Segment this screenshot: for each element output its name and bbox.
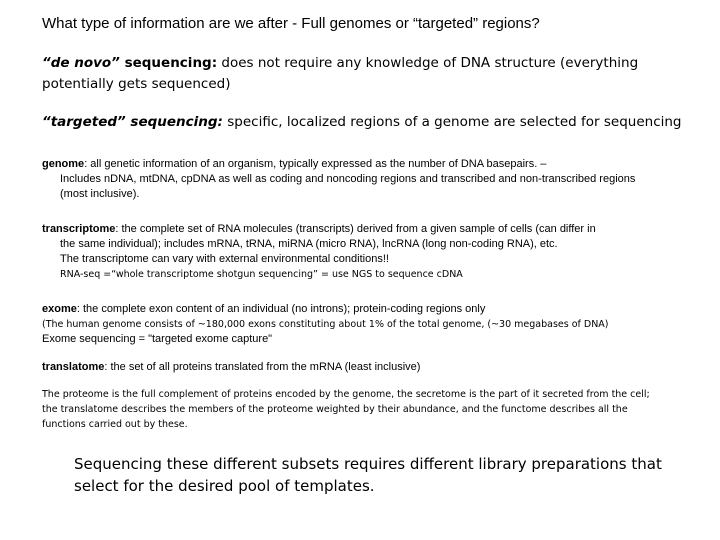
slide-title: What type of information are we after - Full genomes or “targeted” regions?: [42, 15, 540, 32]
de-novo-term: “de novo”: [42, 55, 120, 71]
transcriptome-line-2: the same individual); includes mRNA, tRNA, miRNA (micro RNA), lncRNA (long non-coding RNA), etc.: [60, 238, 558, 250]
genome-definition: [42, 157, 662, 202]
targeted-paragraph: [42, 112, 682, 133]
translatome-line-1: : the set of all proteins translated from the mRNA (least inclusive): [104, 361, 421, 373]
rna-seq-note: RNA-seq =“whole transcriptome shotgun sequencing” = use NGS to sequence cDNA: [60, 269, 463, 280]
exome-note: (The human genome consists of ~180,000 exons constituting about 1% of the total genome, (~30 megabases of DNA): [42, 319, 609, 330]
transcriptome-term: transcriptome: [42, 223, 116, 235]
de-novo-text: does not require any knowledge of DNA structure (everything potentially gets sequenced): [42, 55, 639, 92]
transcriptome-definition: [42, 222, 662, 282]
targeted-term: “targeted” sequencing:: [42, 114, 223, 130]
exome-line-2: Exome sequencing = "targeted exome capture": [42, 333, 273, 345]
de-novo-term-suffix: sequencing:: [119, 55, 218, 71]
targeted-text: specific, localized regions of a genome are selected for sequencing: [222, 114, 682, 130]
exome-term: exome: [42, 303, 77, 315]
proteome-note: The proteome is the full complement of proteins encoded by the genome, the secretome is the part of it secreted from the cell; the translatome describes the members of the proteome weighted by their abundance, and the functome describes all the functions carried out by these.: [42, 389, 650, 430]
genome-term: genome: [42, 158, 85, 170]
translatome-term: translatome: [42, 361, 105, 373]
genome-line-1: : all genetic information of an organism, typically expressed as the number of DNA basepairs. –: [84, 158, 547, 170]
genome-line-2: Includes nDNA, mtDNA, cpDNA as well as coding and noncoding regions and transcribed and non-transcribed regions (most inclusive).: [60, 173, 636, 200]
conclusion: Sequencing these different subsets requires different library preparations that select for the desired pool of templates.: [74, 455, 662, 495]
transcriptome-line-3: The transcriptome can vary with external environmental conditions!!: [60, 253, 389, 265]
exome-definition: [42, 302, 662, 347]
de-novo-paragraph: [42, 53, 682, 95]
exome-line-1: : the complete exon content of an individual (no introns); protein-coding regions only: [76, 303, 486, 315]
transcriptome-line-1: : the complete set of RNA molecules (transcripts) derived from a given sample of cells (can differ in: [115, 223, 596, 235]
translatome-definition: [42, 360, 662, 375]
